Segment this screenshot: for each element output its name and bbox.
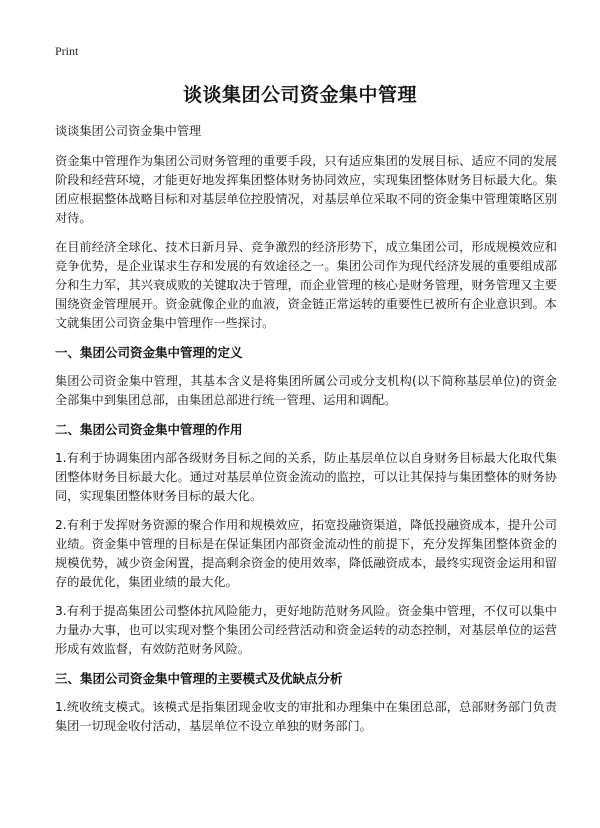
print-link[interactable]: Print <box>55 44 79 58</box>
article-body <box>55 122 557 746</box>
section-heading-functions: 二、集团公司资金集中管理的作用 <box>55 422 243 437</box>
article-subtitle: 谈谈集团公司资金集中管理 <box>55 124 202 138</box>
function-paragraph-1: 1.有利于协调集团内部各级财务目标之间的关系，防止基层单位以自身财务目标最大化取代集团整体财务目标最大化。通过对基层单位资金流动的监控，可以让其保持与集团整体的财务协同，实现集团整体财务目标的最大化。 <box>55 451 557 503</box>
function-paragraph-3: 3.有利于提高集团公司整体抗风险能力，更好地防范财务风险。资金集中管理，不仅可以集中力量办大事，也可以实现对整个集团公司经营活动和资金运转的动态控制，对基层单位的运营形成有效监督，有效防范财务风险。 <box>55 604 557 656</box>
section-heading-definition: 一、集团公司资金集中管理的定义 <box>55 345 243 360</box>
intro-paragraph-2: 在目前经济全球化、技术日新月异、竞争激烈的经济形势下，成立集团公司，形成规模效应和竞争优势，是企业谋求生存和发展的有效途径之一。集团公司作为现代经济发展的重要组成部分和生力军，其兴衰成败的关键取决于管理，而企业管理的核心是财务管理，财务管理又主要围绕资金管理展开。资金就像企业的血液，资金链正常运转的重要性已被所有企业意识到。本文就集团公司资金集中管理作一些探讨。 <box>55 240 557 330</box>
page-title: 谈谈集团公司资金集中管理 <box>182 84 417 106</box>
models-paragraph-1: 1.统收统支模式。该模式是指集团现金收支的审批和办理集中在集团总部，总部财务部门负责集团一切现金收付活动，基层单位不设立单独的财务部门。 <box>55 700 557 733</box>
definition-paragraph: 集团公司资金集中管理，其基本含义是将集团所属公司或分支机构(以下简称基层单位)的资金全部集中到集团总部，由集团总部进行统一管理、运用和调配。 <box>55 374 557 407</box>
intro-paragraph-1: 资金集中管理作为集团公司财务管理的重要手段，只有适应集团的发展目标、适应不同的发展阶段和经营环境，才能更好地发挥集团整体财务协同效应，实现集团整体财务目标最大化。集团应根据整体战略目标和对基层单位控股情况，对基层单位采取不同的资金集中管理策略区别对待。 <box>55 154 557 225</box>
function-paragraph-2: 2.有利于发挥财务资源的聚合作用和规模效应，拓宽投融资渠道，降低投融资成本，提升公司业绩。资金集中管理的目标是在保证集团内部资金流动性的前提下，充分发挥集团整体资金的规模优势，减少资金闲置，提高剩余资金的使用效率，降低融资成本，最终实现资金运用和留存的最优化，集团业绩的最大化。 <box>55 518 557 589</box>
section-heading-models: 三、集团公司资金集中管理的主要模式及优缺点分析 <box>55 671 343 686</box>
